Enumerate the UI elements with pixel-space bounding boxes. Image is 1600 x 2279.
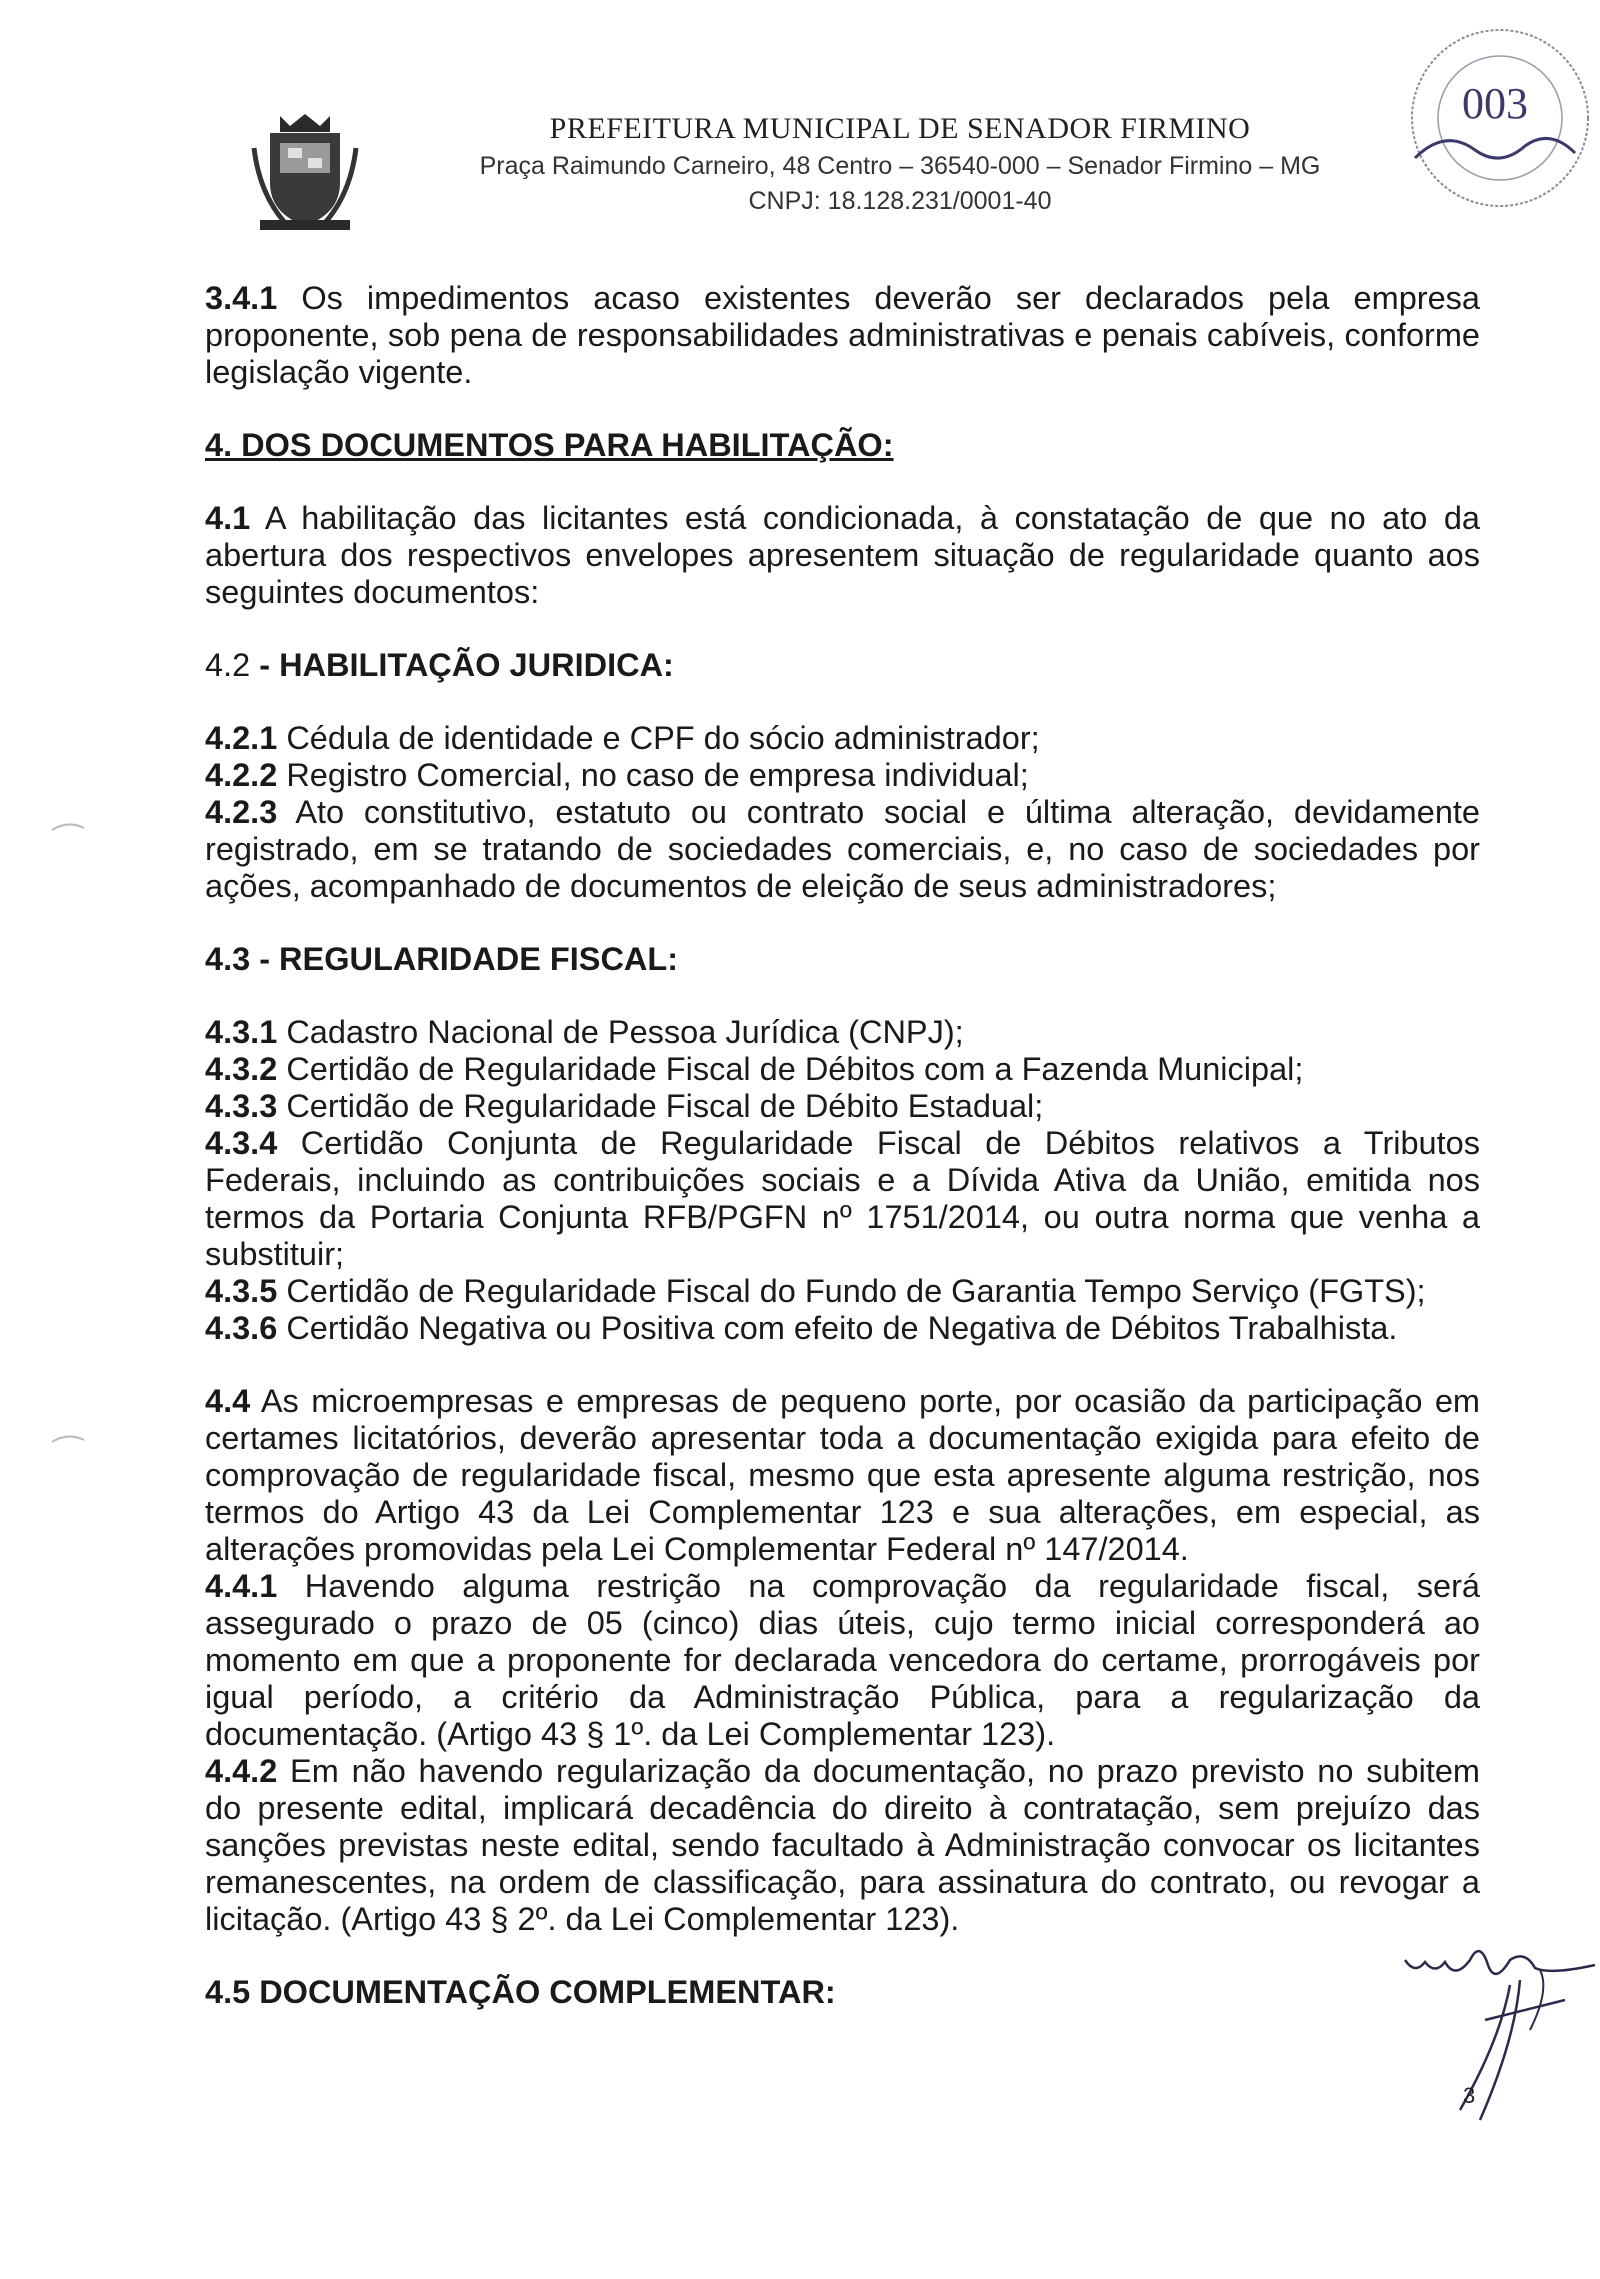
clause-4-3-1: 4.3.1 Cadastro Nacional de Pessoa Jurídica (CNPJ); — [205, 1014, 964, 1050]
clause-4-3-2: 4.3.2 Certidão de Regularidade Fiscal de Débitos com a Fazenda Municipal; — [205, 1051, 1304, 1087]
stamp-number: 003 — [1462, 79, 1528, 128]
municipality-address: Praça Raimundo Carneiro, 48 Centro – 36540-000 – Senador Firmino – MG — [479, 152, 1321, 180]
heading-4-3: 4.3 - REGULARIDADE FISCAL: — [205, 941, 679, 977]
clause-4-2-3: 4.2.3 Ato constitutivo, estatuto ou contrato social e última alteração, devidamente registrado, em se tratando de sociedades comerciais, e, no caso de sociedades por ações, acompanhado de documentos de eleição de seus administradores; — [205, 794, 1480, 904]
clause-3-4-1: 3.4.1 Os impedimentos acaso existentes deverão ser declarados pela empresa proponente, sob pena de responsabilidades administrativas e penais cabíveis, conforme legislação vigente. — [205, 280, 1480, 390]
clause-4-4-1: 4.4.1 Havendo alguma restrição na comprovação da regularidade fiscal, será assegurado o prazo de 05 (cinco) dias úteis, cujo termo inicial corresponderá ao momento em que a proponente for declarada vencedora do certame, prorrogáveis por igual período, a critério da Administração Pública, para a regularização da documentação. (Artigo 43 § 1º. da Lei Complementar 123). — [205, 1568, 1480, 1752]
scan-mark — [50, 820, 86, 832]
clause-4-3-6: 4.3.6 Certidão Negativa ou Positiva com efeito de Negativa de Débitos Trabalhista. — [205, 1310, 1398, 1346]
heading-4-2: 4.2 - HABILITAÇÃO JURIDICA: — [205, 647, 674, 683]
municipality-title: PREFEITURA MUNICIPAL DE SENADOR FIRMINO — [549, 112, 1251, 145]
heading-4-5: 4.5 DOCUMENTAÇÃO COMPLEMENTAR: — [205, 1974, 836, 2010]
clause-4-4: 4.4 As microempresas e empresas de pequeno porte, por ocasião da participação em certames licitatórios, deverão apresentar toda a documentação exigida para efeito de comprovação de regularidade fiscal, mesmo que esta apresente alguma restrição, nos termos do Artigo 43 da Lei Complementar 123 e sua alterações, em especial, as alterações promovidas pela Lei Complementar Federal nº 147/2014. — [205, 1383, 1480, 1567]
municipality-cnpj: CNPJ: 18.128.231/0001-40 — [748, 187, 1052, 215]
clause-4-2-1: 4.2.1 Cédula de identidade e CPF do sócio administrador; — [205, 720, 1040, 756]
clause-4-4-2: 4.4.2 Em não havendo regularização da documentação, no prazo previsto no subitem do presente edital, implicará decadência do direito à contratação, sem prejuízo das sanções previstas neste edital, sendo facultado à Administração convocar os licitantes remanescentes, na ordem de classificação, para assinatura do contrato, ou revogar a licitação. (Artigo 43 § 2º. da Lei Complementar 123). — [205, 1753, 1480, 1937]
clause-4-3-5: 4.3.5 Certidão de Regularidade Fiscal do Fundo de Garantia Tempo Serviço (FGTS); — [205, 1273, 1426, 1309]
handwritten-signature — [1400, 1930, 1600, 2130]
scan-mark — [50, 1432, 86, 1444]
clause-4-3-3: 4.3.3 Certidão de Regularidade Fiscal de Débito Estadual; — [205, 1088, 1044, 1124]
page-stamp — [1375, 18, 1595, 218]
clause-4-2-2: 4.2.2 Registro Comercial, no caso de empresa individual; — [205, 757, 1029, 793]
document-body — [205, 280, 1480, 2011]
clause-4-1: 4.1 A habilitação das licitantes está condicionada, à constatação de que no ato da abertura dos respectivos envelopes apresentem situação de regularidade quanto aos seguintes documentos: — [205, 500, 1480, 610]
clause-4-3-4: 4.3.4 Certidão Conjunta de Regularidade Fiscal de Débitos relativos a Tributos Federais, incluindo as contribuições sociais e a Dívida Ativa da União, emitida nos termos da Portaria Conjunta RFB/PGFN nº 1751/2014, ou outra norma que venha a substituir; — [205, 1125, 1480, 1272]
heading-4: 4. DOS DOCUMENTOS PARA HABILITAÇÃO: — [205, 427, 894, 463]
page-number: 3 — [1463, 2083, 1476, 2108]
municipal-crest-icon — [250, 108, 360, 238]
